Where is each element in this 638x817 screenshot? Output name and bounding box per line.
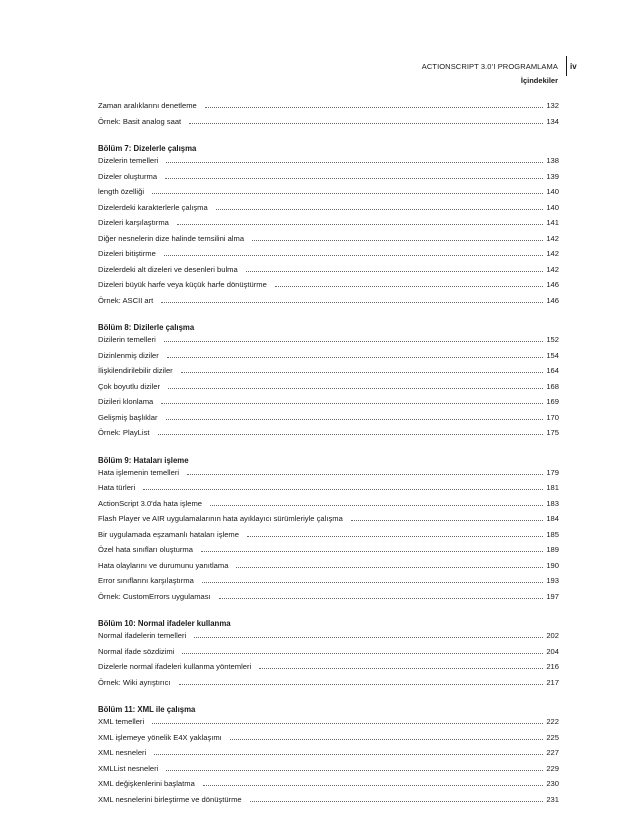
dot-leader [187,474,543,475]
toc-entry[interactable] [98,514,559,530]
toc-entry-page: 181 [546,483,559,492]
toc-entry-page: 141 [546,218,559,227]
dot-leader [152,193,543,194]
toc-entry-page: 142 [546,264,559,274]
toc-entry[interactable] [98,351,559,367]
toc-entry-label: Bir uygulamada eşzamanlı hataları işleme [98,529,239,539]
dot-leader [210,505,543,506]
toc-entry[interactable] [98,779,559,795]
toc-entry[interactable] [98,117,559,133]
toc-entry[interactable] [98,662,559,678]
page-number: iv [570,62,577,71]
chapter-heading[interactable]: Bölüm 11: XML ile çalışma [98,705,196,714]
toc-entry[interactable] [98,530,559,546]
toc-entry[interactable] [98,468,559,484]
toc-entry-label: Örnek: Wiki ayrıştırıcı [98,677,171,687]
toc-entry-page: 183 [546,498,559,508]
dot-leader [165,178,543,179]
toc-entry[interactable] [98,172,559,188]
toc-entry-page: 202 [546,631,559,640]
dot-leader [201,551,543,552]
chapter-heading[interactable]: Bölüm 9: Hataları işleme [98,455,189,465]
toc-entry[interactable] [98,499,559,515]
toc-entry-label: Dizeleri bitiştirme [98,249,156,258]
dot-leader [219,598,543,599]
dot-leader [177,224,543,225]
toc-entry-page: 169 [546,397,559,406]
dot-leader [161,302,543,303]
dot-leader [252,240,543,241]
dot-leader [259,668,543,669]
toc-entry-label: XML işlemeye yönelik E4X yaklaşımı [98,732,222,742]
toc-entry[interactable] [98,335,559,351]
header-divider [566,56,567,76]
toc-entry-label: Dizelerle normal ifadeleri kullanma yöntemleri [98,662,252,671]
section-name: İçindekiler [520,76,558,85]
toc-entry-label: Örnek: Basit analog saat [98,116,182,126]
toc-entry-label: Özel hata sınıfları oluşturma [98,545,193,554]
toc-entry-page: 204 [546,646,559,656]
dot-leader [161,403,543,404]
toc-entry-label: Çok boyutlu diziler [98,381,161,391]
toc-entry-page: 146 [546,280,559,289]
toc-entry-page: 138 [546,156,559,165]
toc-entry-label: Dizelerdeki karakterlerle çalışma [98,202,208,212]
toc-entry-label: Dizelerin temelleri [98,156,159,165]
dot-leader [158,434,544,435]
dot-leader [247,536,543,537]
chapter-heading[interactable]: Bölüm 7: Dizelerle çalışma [98,144,197,153]
toc-entry[interactable] [98,234,559,250]
toc-entry[interactable] [98,203,559,219]
toc-entry-page: 152 [546,335,559,344]
toc-entry-page: 230 [546,779,559,788]
dot-leader [182,653,543,654]
toc-entry-label: Dizeleri karşılaştırma [98,218,169,227]
toc-entry-page: 142 [546,249,559,258]
dot-leader [194,637,543,638]
toc-entry-label: İlişkilendirilebilir diziler [98,366,173,375]
toc-entry-page: 139 [546,171,559,181]
toc-entry-page: 225 [546,732,559,742]
toc-entry[interactable] [98,428,559,444]
toc-entry-label: ActionScript 3.0'da hata işleme [98,498,203,508]
toc-entry-label: XML nesneleri [98,748,147,757]
toc-entry-label: XML temelleri [98,717,145,726]
dot-leader [351,520,543,521]
toc-entry-page: 197 [546,591,559,601]
dot-leader [166,162,543,163]
dot-leader [143,489,543,490]
dot-leader [205,107,543,108]
dot-leader [216,209,543,210]
toc-entry[interactable] [98,717,559,733]
dot-leader [246,271,543,272]
toc-entry-page: 184 [546,514,559,523]
toc-entry-page: 140 [546,187,559,196]
table-of-contents [98,101,559,810]
toc-entry[interactable] [98,561,559,577]
toc-entry-page: 222 [546,717,559,726]
toc-entry-page: 229 [546,763,559,773]
toc-entry[interactable] [98,647,559,663]
dot-leader [179,684,543,685]
toc-entry-page: 185 [546,529,559,539]
toc-entry-page: 140 [546,202,559,212]
toc-entry-label: XMLList nesneleri [98,763,159,773]
toc-entry-label: length özelliği [98,187,145,196]
dot-leader [181,372,543,373]
dot-leader [154,754,543,755]
toc-entry[interactable] [98,413,559,429]
toc-entry-label: Örnek: PlayList [98,428,150,437]
toc-entry[interactable] [98,545,559,561]
dot-leader [236,567,543,568]
toc-entry-label: Dizinlenmiş diziler [98,350,159,360]
toc-entry-page: 189 [546,545,559,554]
toc-entry-label: Dizileri klonlama [98,397,154,406]
toc-entry[interactable] [98,382,559,398]
dot-leader [202,582,543,583]
toc-entry[interactable] [98,101,559,117]
dot-leader [189,123,543,124]
toc-entry-label: Hata işlemenin temelleri [98,467,180,477]
toc-entry-label: XML değişkenlerini başlatma [98,779,195,788]
toc-entry[interactable] [98,764,559,780]
toc-entry-label: Hata olaylarını ve durumunu yanıtlama [98,560,229,570]
toc-entry[interactable] [98,156,559,172]
toc-entry-label: Error sınıflarını karşılaştırma [98,576,194,585]
toc-entry-label: Normal ifadelerin temelleri [98,631,187,640]
dot-leader [168,388,543,389]
toc-entry-page: 217 [546,677,559,687]
toc-entry-page: 170 [546,412,559,422]
toc-entry-label: Hata türleri [98,483,136,492]
toc-entry-label: Zaman aralıklarını denetleme [98,101,197,110]
dot-leader [250,801,543,802]
toc-entry-page: 142 [546,233,559,243]
toc-entry[interactable] [98,249,559,265]
toc-entry[interactable] [98,296,559,312]
dot-leader [164,341,543,342]
toc-entry-label: Dizelerdeki alt dizeleri ve desenleri bulma [98,264,238,274]
dot-leader [167,357,543,358]
chapter-heading[interactable]: Bölüm 8: Dizilerle çalışma [98,323,195,332]
dot-leader [275,286,543,287]
toc-entry-label: Flash Player ve AIR uygulamalarının hata ayıklayıcı sürümleriyle çalışma [98,514,343,523]
toc-entry-page: 175 [546,428,559,437]
dot-leader [203,785,543,786]
toc-entry-label: Dizilerin temelleri [98,335,156,344]
toc-entry[interactable] [98,795,559,811]
dot-leader [164,255,543,256]
toc-entry-label: Dizeleri büyük harfe veya küçük harfe dönüştürme [98,280,267,289]
toc-entry[interactable] [98,218,559,234]
toc-entry[interactable] [98,265,559,281]
toc-entry[interactable] [98,631,559,647]
toc-entry-page: 168 [546,381,559,391]
toc-entry-label: Örnek: CustomErrors uygulaması [98,591,211,601]
chapter-heading[interactable]: Bölüm 10: Normal ifadeler kullanma [98,619,231,628]
toc-entry[interactable] [98,576,559,592]
toc-entry-label: Dizeler oluşturma [98,171,158,181]
toc-entry-page: 216 [546,662,559,671]
toc-entry[interactable] [98,397,559,413]
toc-entry[interactable] [98,748,559,764]
dot-leader [152,723,543,724]
toc-entry[interactable] [98,280,559,296]
toc-entry-label: Gelişmiş başlıklar [98,412,158,422]
toc-entry[interactable] [98,366,559,382]
toc-entry-page: 134 [546,116,559,126]
toc-entry-label: Örnek: ASCII art [98,295,154,305]
toc-entry[interactable] [98,733,559,749]
toc-entry-page: 154 [546,350,559,360]
toc-entry-page: 132 [546,101,559,110]
toc-entry-page: 179 [546,467,559,477]
toc-entry[interactable] [98,483,559,499]
toc-entry-label: Normal ifade sözdizimi [98,646,175,656]
toc-entry[interactable] [98,592,559,608]
toc-entry-page: 227 [546,748,559,757]
dot-leader [166,419,544,420]
toc-entry-page: 190 [546,560,559,570]
running-header [422,60,558,88]
book-title: ACTIONSCRIPT 3.0’I PROGRAMLAMA [421,62,558,71]
toc-entry[interactable] [98,187,559,203]
dot-leader [230,739,543,740]
toc-entry-page: 193 [546,576,559,585]
toc-entry-label: Diğer nesnelerin dize halinde temsilini alma [98,233,245,243]
toc-entry-page: 164 [546,366,559,375]
dot-leader [166,770,543,771]
toc-entry[interactable] [98,678,559,694]
toc-entry-page: 146 [546,295,559,305]
toc-entry-page: 231 [546,794,559,804]
toc-entry-label: XML nesnelerini birleştirme ve dönüştürme [98,794,242,804]
